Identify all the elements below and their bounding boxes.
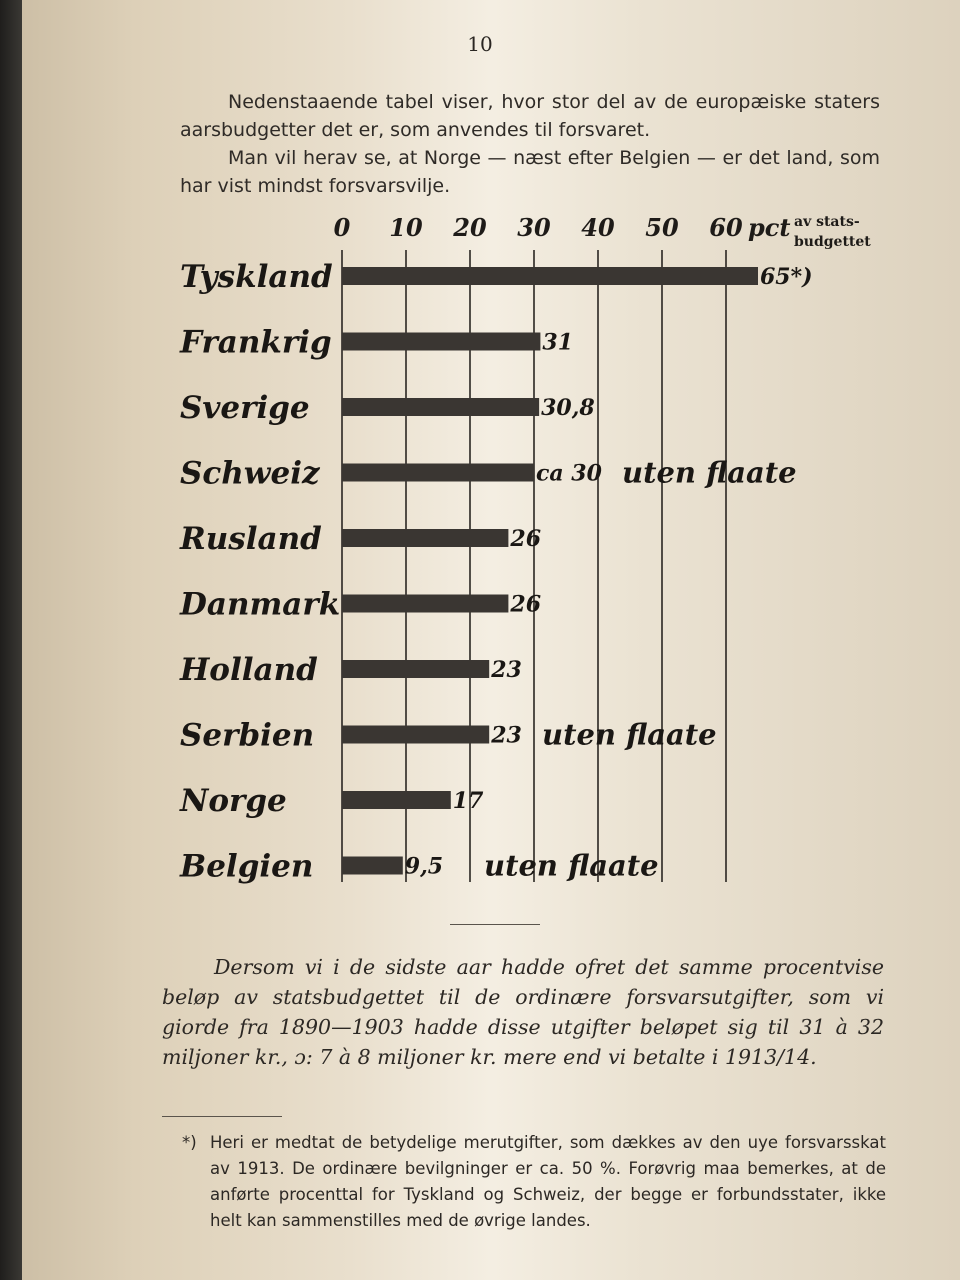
data-label: ca 30 [536, 460, 602, 487]
category-label: Belgien [180, 848, 314, 885]
data-label: 23 [491, 722, 522, 749]
x-tick-label: 40 [581, 213, 615, 242]
data-label: 26 [510, 526, 542, 552]
bar-schweiz [342, 464, 534, 482]
x-tick-label: 0 [333, 213, 351, 242]
x-axis-note-line1: av stats- [794, 214, 860, 230]
category-label: Danmark [180, 586, 341, 623]
x-tick-label: 10 [389, 213, 423, 242]
bar-sverige [342, 398, 539, 416]
category-label: Holland [180, 652, 318, 688]
footnote-mark: *) [182, 1133, 197, 1152]
category-label: Sverige [180, 390, 310, 426]
bar-norge [342, 791, 451, 809]
category-label: Rusland [180, 521, 322, 557]
bar-tyskland [342, 267, 758, 285]
footnote-divider [162, 1116, 282, 1117]
data-label: 65*) [760, 264, 813, 290]
data-label: 17 [452, 788, 484, 814]
data-label: 30,8 [541, 395, 595, 421]
chart-divider [450, 924, 540, 925]
bar-rusland [342, 529, 508, 547]
body-paragraph: Dersom vi i de sidste aar hadde ofret det samme procentvise beløp av statsbudgettet til de ordinære forsvarsutgifter, som vi giorde fra 1890—1903 hadde disse utgifter beløpet sig til 31 à 32 miljoner kr., ɔ: 7 à 8 miljoner kr. mere end vi betalte i 1913/14. [162, 955, 884, 1069]
x-tick-label: 30 [517, 213, 551, 242]
data-label: 23 [491, 657, 522, 683]
category-label: Frankrig [180, 324, 332, 361]
bar-frankrig [342, 333, 540, 351]
intro-paragraph-1: Nedenstaaende tabel viser, hvor stor del av de europæiske staters aarsbudgetter det er, som anvendes til forsvaret. [180, 91, 880, 141]
intro-paragraph-2: Man vil herav se, at Norge — næst efter Belgien — er det land, som har vist mindst forsvarsvilje. [180, 147, 880, 197]
bar-belgien [342, 857, 403, 875]
data-label: 31 [542, 329, 574, 356]
x-tick-label: 50 [645, 213, 679, 242]
annotation-label: uten flaate [484, 848, 659, 883]
x-tick-label: 60 [709, 213, 743, 242]
category-label: Tyskland [180, 259, 333, 295]
defense-budget-bar-chart [0, 200, 960, 900]
category-label: Schweiz [180, 455, 320, 492]
x-tick-label: 20 [453, 213, 487, 242]
footnote-text: Heri er medtat de betydelige merutgifter, som dækkes av den uye forsvarsskat av 1913. De ordinære bevilgninger er ca. 50 %. Forøvrig maa bemerkes, at de anførte procenttal for Tyskland og Schweiz, der begge er forbundsstater, ikke helt kan sammenstilles med de øvrige landes. [210, 1133, 886, 1230]
footnote [182, 1130, 886, 1234]
page-number: 10 [467, 32, 493, 56]
x-axis-note-line2: budgettet [794, 234, 871, 250]
bar-serbien [342, 726, 489, 744]
annotation-label: uten flaate [622, 455, 797, 490]
annotation-label: uten flaate [542, 717, 717, 752]
category-label: Serbien [180, 717, 315, 754]
category-label: Norge [180, 783, 287, 819]
bar-holland [342, 660, 489, 678]
x-axis-unit-label: pct [748, 213, 791, 242]
data-label: 26 [510, 591, 542, 618]
bar-danmark [342, 595, 508, 613]
chart-bars [342, 267, 758, 875]
data-label: 9,5 [404, 853, 444, 880]
chart-labels [179, 213, 871, 885]
